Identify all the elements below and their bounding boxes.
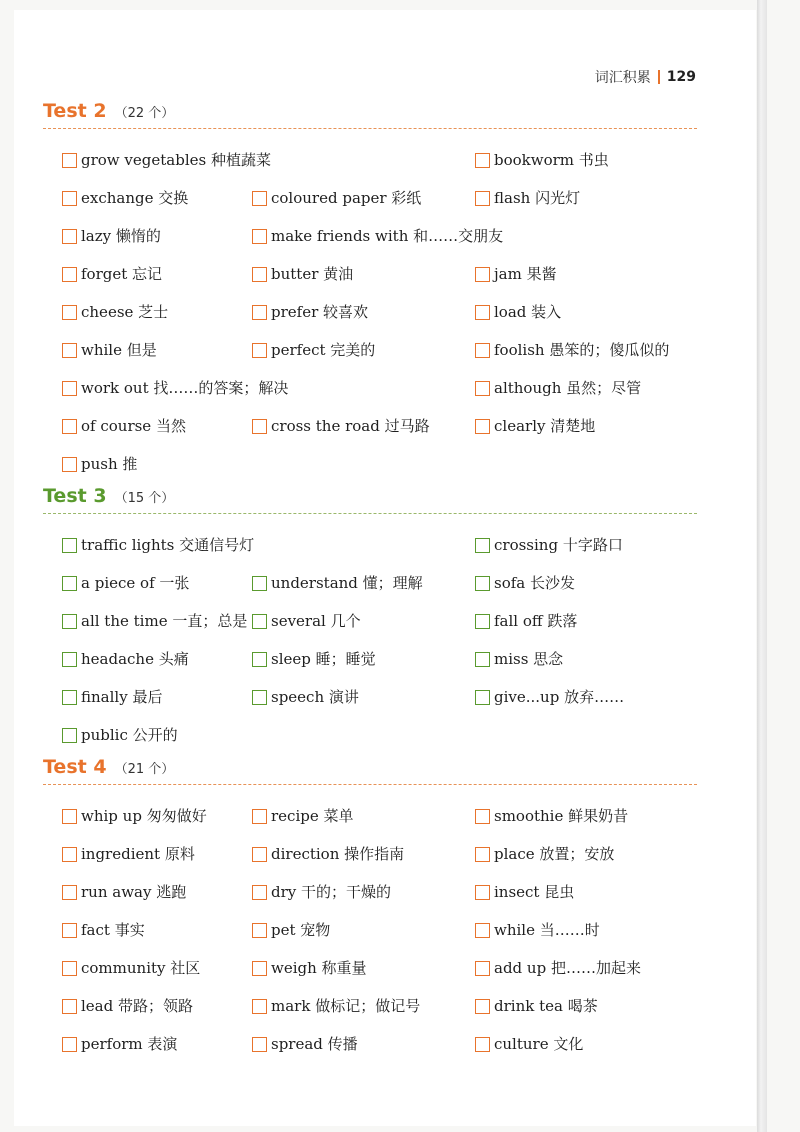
vocab-item	[475, 602, 577, 640]
vocab-item	[252, 911, 330, 949]
vocab-label: work out 找……的答案；解决	[81, 378, 289, 397]
vocab-label: push 推	[81, 454, 138, 473]
vocab-item	[62, 716, 178, 754]
checkbox[interactable]	[475, 847, 490, 862]
checkbox[interactable]	[252, 419, 267, 434]
vocab-item	[62, 407, 186, 445]
vocab-row	[43, 678, 697, 716]
test-2-section	[43, 100, 697, 483]
section-count: （22 个）	[114, 106, 175, 121]
vocab-item	[475, 331, 669, 369]
vocab-label: run away 逃跑	[81, 882, 187, 901]
vocab-label: mark 做标记；做记号	[271, 996, 421, 1015]
vocab-label: make friends with 和……交朋友	[271, 226, 504, 245]
vocab-item	[475, 1025, 583, 1063]
vocab-label: while 但是	[81, 340, 157, 359]
vocab-grid	[43, 526, 697, 754]
vocab-label: exchange 交换	[81, 188, 189, 207]
checkbox[interactable]	[475, 652, 490, 667]
checkbox[interactable]	[475, 885, 490, 900]
vocab-item	[62, 949, 200, 987]
checkbox[interactable]	[475, 538, 490, 553]
vocab-item	[252, 602, 361, 640]
vocab-item	[475, 526, 623, 564]
vocab-label: spread 传播	[271, 1034, 358, 1053]
vocab-label: drink tea 喝茶	[494, 996, 598, 1015]
vocab-item	[252, 949, 367, 987]
test-4-section	[43, 756, 697, 1063]
vocab-item	[252, 255, 353, 293]
vocab-row	[43, 873, 697, 911]
vocab-item	[252, 293, 368, 331]
vocab-item	[62, 217, 161, 255]
checkbox[interactable]	[252, 343, 267, 358]
vocab-label: perform 表演	[81, 1034, 178, 1053]
checkbox[interactable]	[475, 961, 490, 976]
vocab-item	[475, 835, 614, 873]
section-heading	[43, 485, 697, 514]
header-section-title: 词汇积累	[594, 70, 651, 86]
vocab-row	[43, 797, 697, 835]
checkbox[interactable]	[252, 267, 267, 282]
checkbox[interactable]	[252, 229, 267, 244]
checkbox[interactable]	[475, 419, 490, 434]
vocab-item	[475, 987, 598, 1025]
vocab-row	[43, 293, 697, 331]
vocab-label: lazy 懒惰的	[81, 226, 161, 245]
vocab-label: place 放置；安放	[494, 844, 615, 863]
checkbox[interactable]	[475, 576, 490, 591]
vocab-item	[62, 179, 188, 217]
vocab-item	[252, 873, 391, 911]
vocab-row	[43, 255, 697, 293]
checkbox[interactable]	[62, 343, 77, 358]
vocab-label: flash 闪光灯	[494, 188, 581, 207]
checkbox[interactable]	[62, 652, 77, 667]
vocab-row	[43, 526, 697, 564]
vocab-label: of course 当然	[81, 416, 186, 435]
vocab-item	[62, 1025, 177, 1063]
vocab-label: all the time 一直；总是	[81, 611, 248, 630]
vocab-item	[252, 1025, 358, 1063]
vocab-item	[475, 564, 575, 602]
checkbox[interactable]	[475, 381, 490, 396]
vocab-row	[43, 911, 697, 949]
vocab-item	[475, 797, 628, 835]
checkbox[interactable]	[252, 1037, 267, 1052]
vocab-item	[62, 369, 288, 407]
vocab-label: grow vegetables 种植蔬菜	[81, 150, 271, 169]
vocab-label: prefer 较喜欢	[271, 302, 369, 321]
vocab-item	[62, 602, 247, 640]
checkbox[interactable]	[475, 343, 490, 358]
checkbox[interactable]	[252, 809, 267, 824]
vocab-label: lead 带路；领路	[81, 996, 193, 1015]
vocab-item	[252, 407, 430, 445]
checkbox[interactable]	[62, 690, 77, 705]
vocab-row	[43, 602, 697, 640]
checkbox[interactable]	[62, 999, 77, 1014]
vocab-item	[62, 678, 162, 716]
vocab-item	[62, 987, 193, 1025]
checkbox[interactable]	[62, 809, 77, 824]
section-count: （21 个）	[114, 762, 175, 777]
vocab-row	[43, 407, 697, 445]
checkbox[interactable]	[252, 885, 267, 900]
vocab-item	[62, 873, 186, 911]
vocab-label: several 几个	[271, 611, 361, 630]
vocab-row	[43, 949, 697, 987]
checkbox[interactable]	[252, 305, 267, 320]
vocab-item	[62, 835, 195, 873]
vocab-label: bookworm 书虫	[494, 150, 609, 169]
vocab-label: while 当……时	[494, 920, 600, 939]
vocab-label: direction 操作指南	[271, 844, 405, 863]
checkbox[interactable]	[62, 267, 77, 282]
vocab-grid	[43, 141, 697, 483]
checkbox[interactable]	[252, 923, 267, 938]
vocab-row	[43, 141, 697, 179]
vocab-label: coloured paper 彩纸	[271, 188, 422, 207]
vocab-item	[475, 407, 595, 445]
vocab-label: cross the road 过马路	[271, 416, 430, 435]
vocab-row	[43, 987, 697, 1025]
vocab-item	[252, 564, 423, 602]
vocab-item	[475, 369, 641, 407]
vocab-item	[62, 640, 189, 678]
section-count: （15 个）	[114, 491, 175, 506]
vocab-label: cheese 芝士	[81, 302, 169, 321]
vocab-label: add up 把……加起来	[494, 958, 641, 977]
page-header	[595, 67, 696, 87]
checkbox[interactable]	[62, 153, 77, 168]
vocab-label: whip up 匆匆做好	[81, 806, 207, 825]
section-title: Test 4	[43, 756, 107, 778]
vocab-row	[43, 179, 697, 217]
vocab-label: fall off 跌落	[494, 611, 578, 630]
vocab-label: clearly 清楚地	[494, 416, 596, 435]
vocab-item	[62, 797, 207, 835]
vocab-label: pet 宠物	[271, 920, 331, 939]
checkbox[interactable]	[62, 923, 77, 938]
vocab-item	[475, 179, 580, 217]
vocab-item	[475, 949, 641, 987]
vocab-label: foolish 愚笨的；傻瓜似的	[494, 340, 670, 359]
vocab-item	[62, 911, 145, 949]
vocab-label: speech 演讲	[271, 687, 359, 706]
vocab-item	[475, 255, 557, 293]
vocab-item	[475, 678, 624, 716]
checkbox[interactable]	[62, 538, 77, 553]
checkbox[interactable]	[252, 690, 267, 705]
vocab-item	[62, 526, 254, 564]
checkbox[interactable]	[252, 576, 267, 591]
vocab-label: jam 果酱	[494, 264, 557, 283]
vocab-item	[252, 179, 421, 217]
section-title: Test 2	[43, 100, 107, 122]
checkbox[interactable]	[475, 305, 490, 320]
vocab-item	[62, 564, 189, 602]
vocab-row	[43, 716, 697, 754]
section-heading	[43, 756, 697, 785]
vocab-item	[252, 678, 359, 716]
vocab-item	[475, 141, 609, 179]
vocab-label: fact 事实	[81, 920, 145, 939]
vocab-row	[43, 445, 697, 483]
vocab-grid	[43, 797, 697, 1063]
checkbox[interactable]	[62, 1037, 77, 1052]
vocab-item	[475, 293, 561, 331]
vocab-label: miss 思念	[494, 649, 564, 668]
vocab-label: dry 干的；干燥的	[271, 882, 392, 901]
checkbox[interactable]	[62, 305, 77, 320]
vocab-item	[252, 835, 404, 873]
checkbox[interactable]	[62, 728, 77, 743]
checkbox[interactable]	[252, 999, 267, 1014]
vocab-label: crossing 十字路口	[494, 535, 623, 554]
checkbox[interactable]	[475, 1037, 490, 1052]
checkbox[interactable]	[252, 847, 267, 862]
vocab-row	[43, 640, 697, 678]
vocab-item	[252, 640, 376, 678]
vocab-item	[62, 255, 162, 293]
vocab-item	[252, 797, 354, 835]
vocab-row	[43, 1025, 697, 1063]
vocab-row	[43, 217, 697, 255]
checkbox[interactable]	[475, 690, 490, 705]
checkbox[interactable]	[475, 153, 490, 168]
vocab-item	[475, 873, 574, 911]
vocab-row	[43, 835, 697, 873]
test-3-section	[43, 485, 697, 754]
vocab-row	[43, 331, 697, 369]
checkbox[interactable]	[252, 652, 267, 667]
checkbox[interactable]	[62, 576, 77, 591]
vocab-item	[475, 640, 563, 678]
checkbox[interactable]	[62, 847, 77, 862]
vocab-label: although 虽然；尽管	[494, 378, 642, 397]
vocab-label: weigh 称重量	[271, 958, 367, 977]
vocab-label: public 公开的	[81, 725, 178, 744]
vocab-item	[252, 987, 420, 1025]
vocab-item	[252, 331, 375, 369]
vocab-label: insect 昆虫	[494, 882, 575, 901]
page-number: 129	[666, 69, 696, 85]
vocab-row	[43, 369, 697, 407]
checkbox[interactable]	[475, 191, 490, 206]
vocab-label: perfect 完美的	[271, 340, 376, 359]
checkbox[interactable]	[62, 419, 77, 434]
vocab-label: finally 最后	[81, 687, 163, 706]
checkbox[interactable]	[475, 999, 490, 1014]
checkbox[interactable]	[62, 614, 77, 629]
vocab-item	[62, 293, 168, 331]
vocab-label: give...up 放弃……	[494, 687, 625, 706]
section-title: Test 3	[43, 485, 107, 507]
vocab-item	[62, 331, 157, 369]
checkbox[interactable]	[252, 614, 267, 629]
checkbox[interactable]	[252, 191, 267, 206]
vocab-label: community 社区	[81, 958, 201, 977]
vocab-item	[62, 141, 271, 179]
vocab-label: culture 文化	[494, 1034, 584, 1053]
vocab-label: forget 忘记	[81, 264, 163, 283]
vocab-label: sleep 睡；睡觉	[271, 649, 376, 668]
checkbox[interactable]	[475, 809, 490, 824]
vocab-label: load 装入	[494, 302, 562, 321]
vocab-label: sofa 长沙发	[494, 573, 575, 592]
vocab-label: smoothie 鲜果奶昔	[494, 806, 629, 825]
section-heading	[43, 100, 697, 129]
checkbox[interactable]	[62, 961, 77, 976]
header-divider	[658, 70, 660, 84]
vocab-row	[43, 564, 697, 602]
page-edge-shadow	[757, 0, 767, 1132]
vocab-label: traffic lights 交通信号灯	[81, 535, 255, 554]
checkbox[interactable]	[62, 191, 77, 206]
vocab-item	[62, 445, 137, 483]
checkbox[interactable]	[62, 381, 77, 396]
vocab-label: ingredient 原料	[81, 844, 195, 863]
checkbox[interactable]	[252, 961, 267, 976]
checkbox[interactable]	[62, 229, 77, 244]
checkbox[interactable]	[475, 614, 490, 629]
checkbox[interactable]	[475, 923, 490, 938]
vocab-label: butter 黄油	[271, 264, 354, 283]
vocab-label: headache 头痛	[81, 649, 189, 668]
checkbox[interactable]	[62, 457, 77, 472]
vocab-item	[252, 217, 503, 255]
checkbox[interactable]	[62, 885, 77, 900]
vocab-item	[475, 911, 600, 949]
vocab-label: a piece of 一张	[81, 573, 190, 592]
vocab-label: understand 懂；理解	[271, 573, 423, 592]
checkbox[interactable]	[475, 267, 490, 282]
vocab-label: recipe 菜单	[271, 806, 354, 825]
